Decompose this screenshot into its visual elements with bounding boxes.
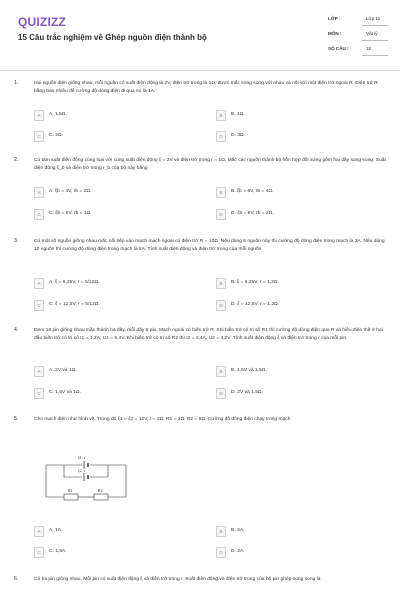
option-d[interactable] bbox=[216, 388, 386, 400]
option-text: D. ξb = 8V, rb = 2Ω. bbox=[231, 211, 274, 216]
option-text: A. 1A. bbox=[49, 528, 63, 533]
r2-label: R2 bbox=[98, 488, 103, 493]
option-text: B. 1,5V và 1,5Ω. bbox=[231, 368, 267, 373]
option-letter-box: D bbox=[216, 209, 226, 220]
question-number: 3. bbox=[14, 238, 19, 244]
page-header bbox=[0, 0, 400, 72]
quizizz-logo: QUIZIZZ bbox=[18, 15, 67, 29]
option-text: A. ξ = 6,25V, r = 5/12Ω. bbox=[49, 280, 100, 285]
option-letter-box: B bbox=[216, 278, 226, 289]
option-letter-box: A bbox=[34, 278, 44, 289]
subject-label: MÔN : bbox=[328, 31, 342, 36]
option-text: C. ξb = 6V, rb = 1Ω. bbox=[49, 211, 92, 216]
option-a[interactable] bbox=[34, 278, 204, 290]
option-a[interactable] bbox=[34, 526, 204, 538]
option-text: C. ξ = 12,5V, r = 5/12Ω. bbox=[49, 302, 100, 307]
option-letter-box: B bbox=[216, 366, 226, 377]
subject-value: Vật lý bbox=[366, 31, 378, 36]
option-text: D. 2V và 1,5Ω. bbox=[231, 390, 263, 395]
option-text: B. 1Ω. bbox=[231, 112, 245, 117]
option-d[interactable] bbox=[216, 209, 386, 221]
option-c[interactable] bbox=[34, 388, 204, 400]
option-letter-box: C bbox=[34, 209, 44, 220]
count-value: 15 bbox=[366, 46, 372, 51]
option-letter-box: B bbox=[216, 187, 226, 198]
option-text: D. 3Ω. bbox=[231, 133, 245, 138]
e1-label: ξ1, r bbox=[78, 455, 86, 460]
option-a[interactable] bbox=[34, 110, 204, 122]
option-c[interactable] bbox=[34, 300, 204, 312]
circuit-diagram bbox=[44, 453, 128, 505]
question-number: 1. bbox=[14, 80, 19, 86]
option-letter-box: A bbox=[34, 110, 44, 121]
count-label: SỐ CÂU : bbox=[328, 46, 349, 51]
option-c[interactable] bbox=[34, 209, 204, 221]
option-letter-box: D bbox=[216, 388, 226, 399]
option-text: A. 2V và 1Ω. bbox=[49, 368, 77, 373]
option-text: B. ξb = 6V, rb = 4Ω. bbox=[231, 189, 274, 194]
option-c[interactable] bbox=[34, 547, 204, 559]
option-letter-box: D bbox=[216, 300, 226, 311]
class-underline bbox=[362, 25, 388, 26]
option-letter-box: B bbox=[216, 110, 226, 121]
option-b[interactable] bbox=[216, 278, 386, 290]
question-number: 6. bbox=[14, 576, 19, 582]
question-number: 2. bbox=[14, 157, 19, 163]
option-letter-box: B bbox=[216, 526, 226, 537]
count-meta bbox=[328, 46, 388, 56]
option-text: B. 3A. bbox=[231, 528, 245, 533]
class-label: LỚP : bbox=[328, 16, 341, 21]
option-b[interactable] bbox=[216, 366, 386, 378]
option-text: A. ξb = 4V, rb = 2Ω. bbox=[49, 189, 92, 194]
option-b[interactable] bbox=[216, 526, 386, 538]
question-number: 4. bbox=[14, 327, 19, 333]
option-d[interactable] bbox=[216, 300, 386, 312]
option-text: C. 1,5V và 1Ω. bbox=[49, 390, 81, 395]
question-text: Hai nguồn điện giống nhau, mỗi nguồn có suất điện động là 2V, điện trở trong là 1Ω, được mắc song song với nhau và nối với một điện trở ngoài R. Điện trở R bằng bao nhiêu để cường độ dòng điện đi qua nó là 1A. bbox=[34, 81, 378, 94]
option-text: A. 1,5Ω. bbox=[49, 112, 67, 117]
option-b[interactable] bbox=[216, 187, 386, 199]
e2-label: ξ2, r bbox=[78, 468, 86, 473]
question-text: Có một số nguồn giống nhau mắc nối tiếp vào mạch mạch ngoài có điện trở R = 10Ω. Nếu dùng 6 nguồn này thì cường độ dòng điện trong mạch là 3A. Nếu dùng 12 nguồn thì cường độ dòng điện trong mạch là 5A. Tính suất điện động và điện trở trong của mỗi nguồn. bbox=[34, 239, 385, 252]
option-letter-box: D bbox=[216, 547, 226, 558]
option-letter-box: C bbox=[34, 388, 44, 399]
r1-label: R1 bbox=[68, 488, 73, 493]
question-text: Cho mạch điện như hình vẽ. Trong đó ξ1 = ξ2 = 12V, r = 2Ω, R1 = 3Ω, R2 = 8Ω. Cường độ dòng điện chạy trong mạch bbox=[34, 417, 291, 422]
option-a[interactable] bbox=[34, 366, 204, 378]
option-text: C. 2Ω. bbox=[49, 133, 63, 138]
option-text: D. ξ = 12,5V, r = 1,2Ω. bbox=[231, 302, 280, 307]
question-number: 5. bbox=[14, 416, 19, 422]
option-text: D. 2A. bbox=[231, 549, 245, 554]
option-letter-box: A bbox=[34, 187, 44, 198]
question-text: Đem 18 pin giống nhau mắc thành ba dãy, mỗi dãy 6 pin. Mạch ngoài có biến trở R. Khi biến trở có trị số R1 thì cường độ dòng điện qua R và hiệu điện thế ở hai đầu biến trở có trị số I1 = 1,2A, U1 = 6,4V. Khi biến trở có trị số R2 thì I2 = 2,4A, U2 = 4,2V. Tính suất điện động ξ và điện trở trong r của mỗi pin. bbox=[34, 328, 383, 341]
option-letter-box: C bbox=[34, 131, 44, 142]
question-text: Có ba pin giống nhau, Mỗi pin có suất điện động ξ và điện trở trong r. Suất điện động và điện trở trong của bộ pin ghép song song là bbox=[34, 577, 321, 582]
option-letter-box: A bbox=[34, 526, 44, 537]
count-underline bbox=[362, 55, 388, 56]
option-letter-box: A bbox=[34, 366, 44, 377]
option-b[interactable] bbox=[216, 110, 386, 122]
option-c[interactable] bbox=[34, 131, 204, 143]
document-title: 15 Câu trắc nghiệm về Ghép nguồn điện thành bộ bbox=[18, 33, 207, 42]
option-d[interactable] bbox=[216, 547, 386, 559]
header-divider bbox=[0, 70, 400, 71]
subject-meta bbox=[328, 31, 388, 41]
question-text: Có tám suất điện động cùng loại với cùng suất điện động ξ = 2V và điện trở trong r = 1Ω. Mắc các nguồn thành bộ hỗn hợp đối xứng gồm hai dãy song song. Suất điện động ξ_b và điện trở trong r_b của bộ này bằng bbox=[34, 158, 386, 171]
class-value: Lớp 11 bbox=[366, 16, 381, 21]
option-letter-box: C bbox=[34, 547, 44, 558]
option-text: B. ξ = 6,25V, r = 1,2Ω. bbox=[231, 280, 279, 285]
option-a[interactable] bbox=[34, 187, 204, 199]
option-letter-box: D bbox=[216, 131, 226, 142]
class-meta bbox=[328, 16, 388, 26]
option-letter-box: C bbox=[34, 300, 44, 311]
option-text: C. 1,5A. bbox=[49, 549, 67, 554]
subject-underline bbox=[362, 40, 388, 41]
option-d[interactable] bbox=[216, 131, 386, 143]
